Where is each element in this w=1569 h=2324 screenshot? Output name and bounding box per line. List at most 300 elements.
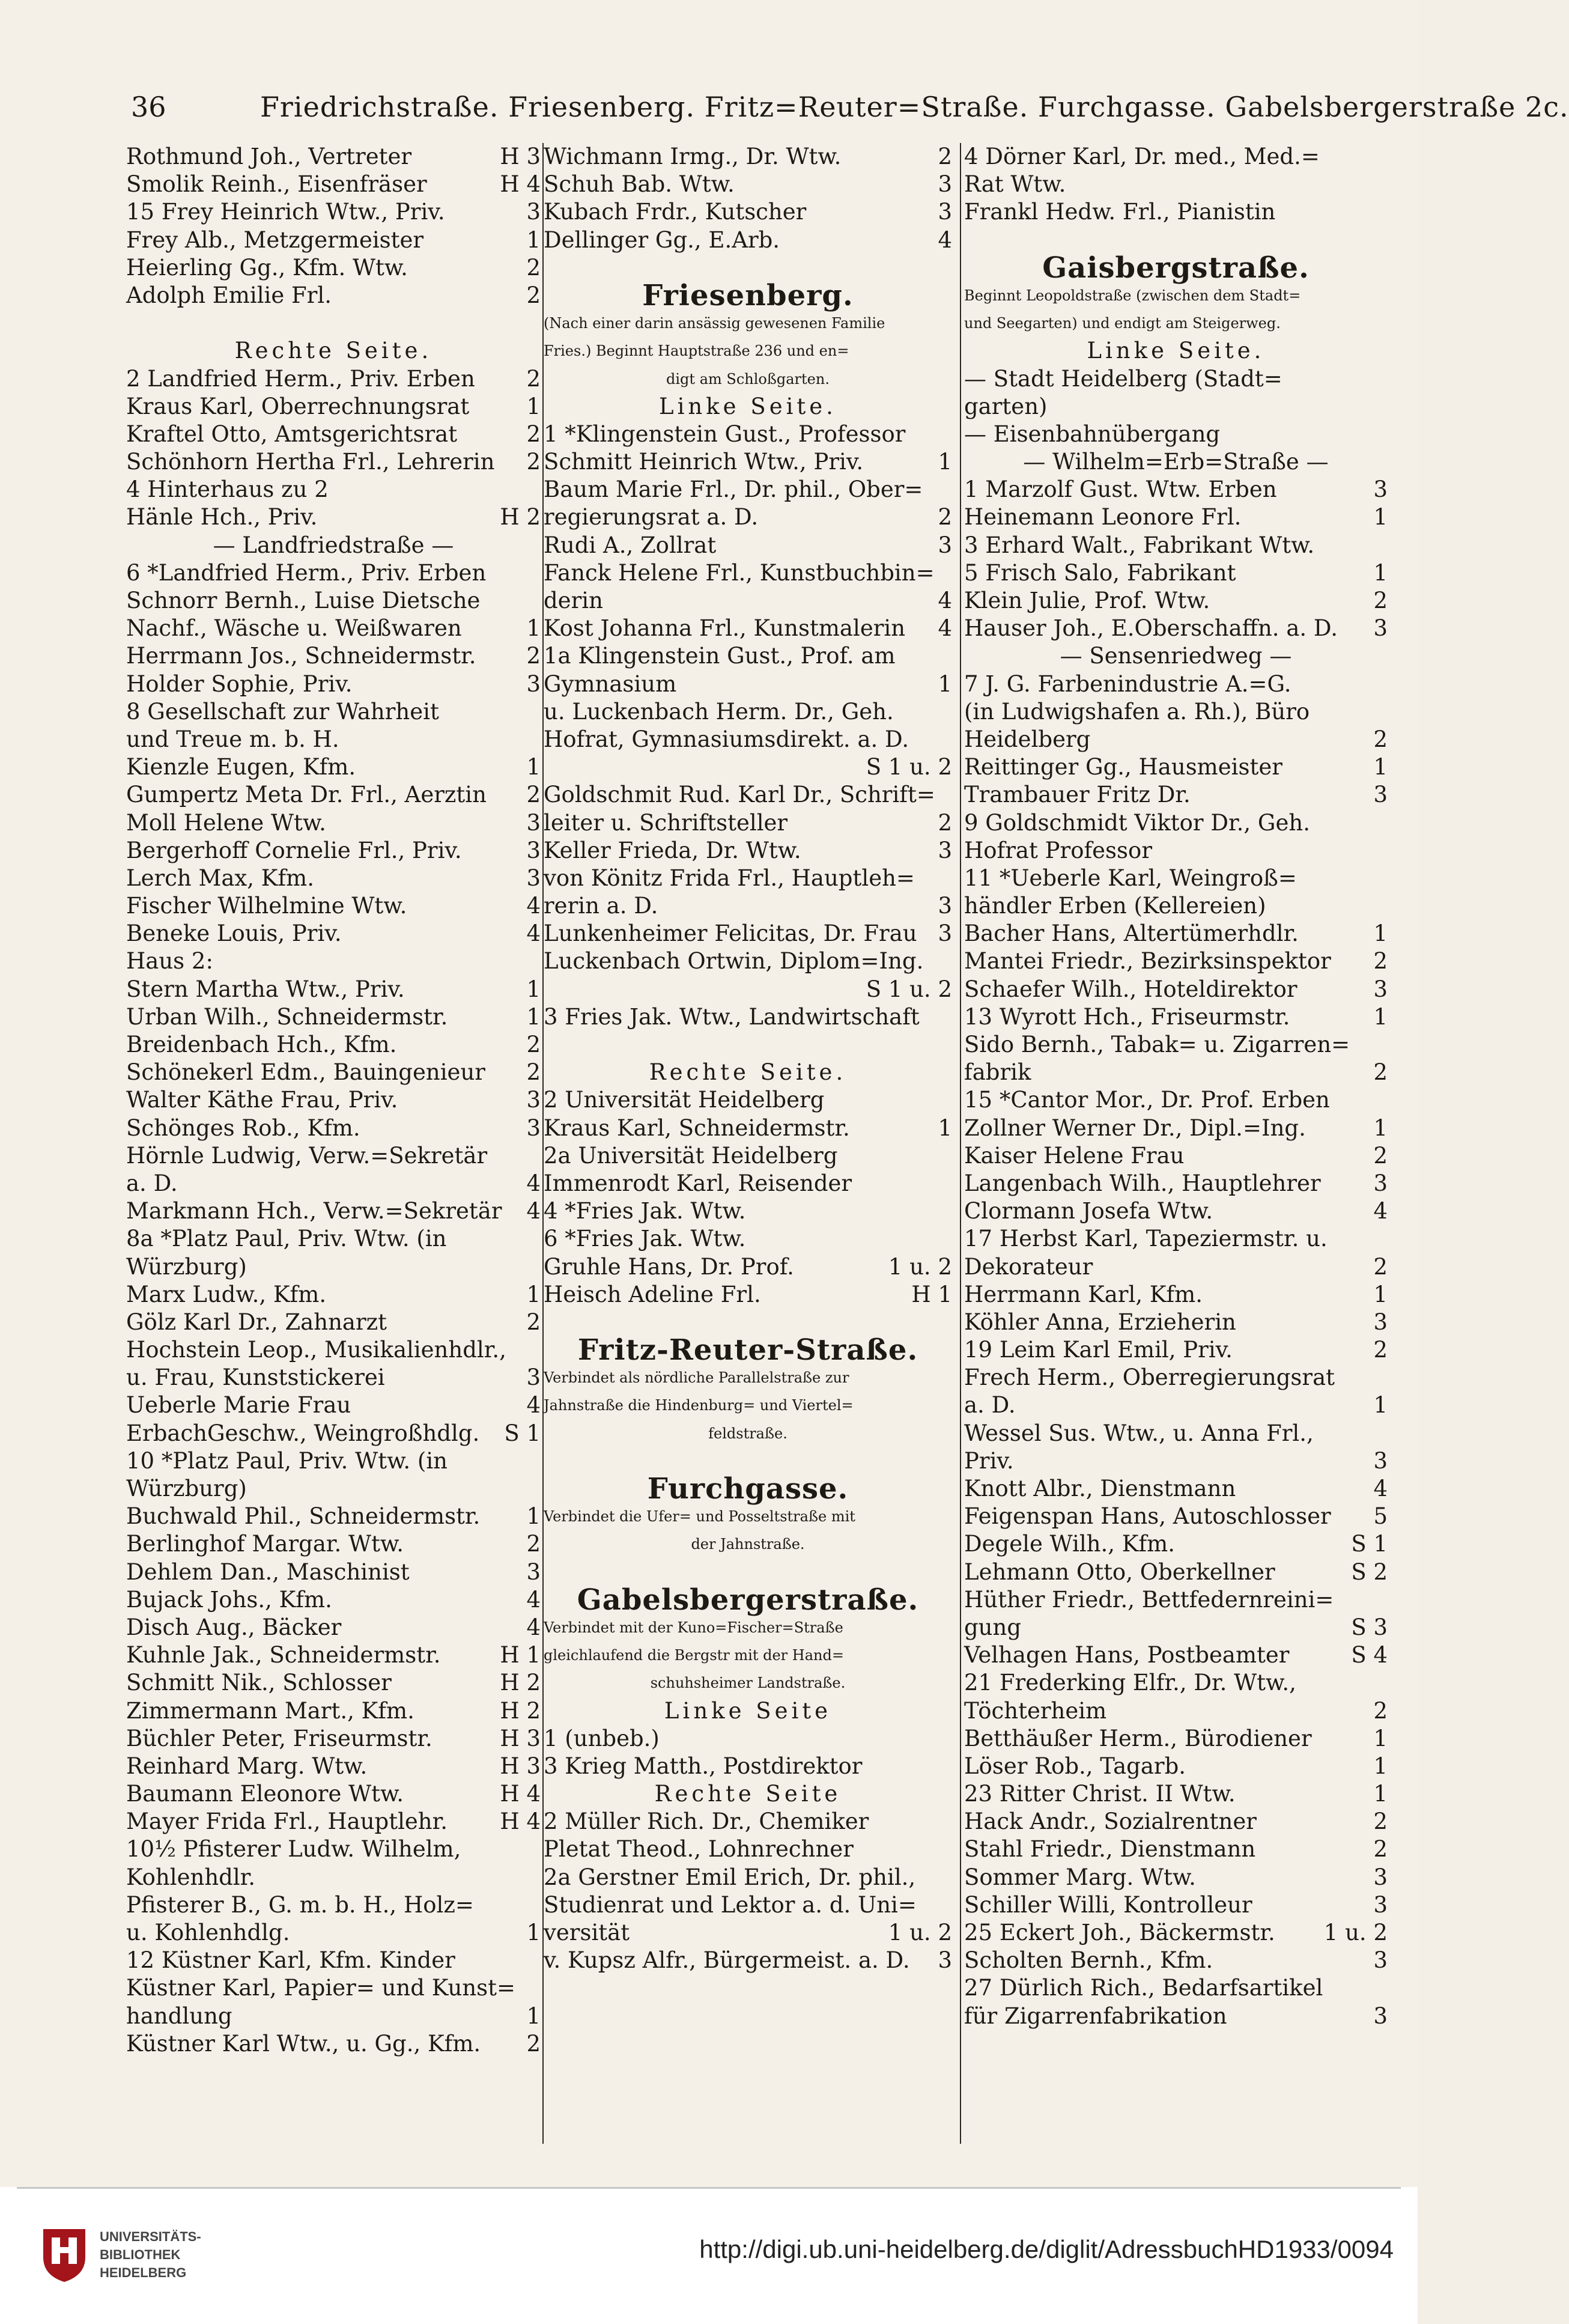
entry-text: 10 *Platz Paul, Priv. Wtw. (in	[126, 1447, 448, 1474]
entry-text: Kienzle Eugen, Kfm.	[126, 754, 356, 780]
entry-text: Wichmann Irmg., Dr. Wtw.	[544, 144, 842, 169]
entry-floor: 3	[1373, 2003, 1388, 2029]
entry-floor: 4	[1373, 1476, 1388, 1501]
entry-text: Degele Wilh., Kfm.	[964, 1531, 1175, 1557]
entry-text: 9 Goldschmidt Viktor Dr., Geh.	[964, 809, 1310, 836]
directory-entry	[544, 1420, 952, 1447]
entry-floor: S 2	[1351, 1559, 1388, 1585]
directory-entry	[544, 143, 952, 171]
directory-entry	[964, 1974, 1388, 2002]
directory-entry	[544, 1364, 952, 1392]
directory-entry	[544, 1641, 952, 1669]
entry-text: Schuh Bab. Wtw.	[544, 171, 735, 198]
entry-floor: 1	[526, 976, 541, 1002]
side-heading	[126, 337, 541, 365]
entry-text: Baum Marie Frl., Dr. phil., Ober=	[544, 476, 923, 503]
entry-text: Rothmund Joh., Vertreter	[126, 144, 412, 169]
entry-text: Herrmann Jos., Schneidermstr.	[126, 643, 476, 669]
directory-entry	[544, 559, 952, 587]
directory-entry	[126, 1142, 541, 1170]
directory-entry	[126, 309, 541, 337]
entry-text: Schmitt Nik., Schlosser	[126, 1670, 392, 1696]
directory-entry	[964, 1003, 1388, 1031]
directory-entry	[126, 615, 541, 642]
directory-entry	[964, 1586, 1388, 1614]
entry-floor: 3	[1373, 1947, 1388, 1974]
entry-text: Studienrat und Lektor a. d. Uni=	[544, 1891, 917, 1918]
entry-floor: 3	[1373, 1864, 1388, 1890]
directory-entry	[964, 948, 1388, 975]
entry-floor: 2	[1373, 588, 1388, 613]
entry-floor: H 2	[500, 1670, 541, 1696]
entry-floor: 3	[526, 199, 541, 225]
entry-text: Hänle Hch., Priv.	[126, 504, 318, 531]
entry-floor: 1	[526, 2003, 541, 2029]
directory-entry	[126, 1253, 541, 1281]
directory-entry	[544, 421, 952, 448]
entry-text: Buchwald Phil., Schneidermstr.	[126, 1503, 481, 1530]
directory-entry	[964, 1253, 1388, 1281]
directory-entry	[964, 1420, 1388, 1447]
directory-entry	[544, 698, 952, 726]
directory-entry	[126, 1170, 541, 1197]
entry-text: Kuhnle Jak., Schneidermstr.	[126, 1642, 441, 1668]
entry-floor: 2	[526, 1059, 541, 1086]
entry-floor: 2	[526, 254, 541, 281]
running-title: Friedrichstraße. Friesenberg. Fritz=Reuter=Straße. Furchgasse. Gabelsbergerstraße 2c.	[260, 91, 1569, 123]
entry-text: der Jahnstraße.	[691, 1536, 805, 1553]
entry-text: 4 Hinterhaus zu 2	[126, 476, 329, 503]
entry-text: Gölz Karl Dr., Zahnarzt	[126, 1309, 387, 1335]
entry-text: Dekorateur	[964, 1253, 1093, 1280]
directory-entry	[126, 781, 541, 809]
entry-text: Köhler Anna, Erzieherin	[964, 1309, 1236, 1335]
column-right	[964, 143, 1388, 2030]
directory-entry	[544, 1197, 952, 1225]
entry-text: von Könitz Frida Frl., Hauptleh=	[544, 865, 915, 891]
directory-entry	[964, 559, 1388, 587]
directory-entry	[126, 1586, 541, 1614]
entry-text: Gabelsbergerstraße.	[577, 1583, 919, 1617]
directory-entry	[544, 337, 952, 365]
entry-text: Berlinghof Margar. Wtw.	[126, 1531, 404, 1557]
source-url-link[interactable]: http://digi.ub.uni-heidelberg.de/diglit/AdressbuchHD1933/0094	[699, 2235, 1394, 2263]
entry-text: Luckenbach Ortwin, Diplom=Ing.	[544, 948, 924, 975]
directory-entry	[126, 254, 541, 282]
directory-entry	[964, 503, 1388, 531]
entry-floor: 1 u. 2	[1323, 1920, 1388, 1945]
page-number: 36	[131, 91, 166, 123]
entry-floor: 3	[1373, 1891, 1388, 1918]
entry-text: Löser Rob., Tagarb.	[964, 1753, 1186, 1779]
entry-text: Klein Julie, Prof. Wtw.	[964, 588, 1210, 613]
entry-text: Schönhorn Hertha Frl., Lehrerin	[126, 449, 495, 475]
directory-entry	[126, 1003, 541, 1031]
entry-text: Fischer Wilhelmine Wtw.	[126, 893, 407, 919]
entry-text: Hochstein Leop., Musikalienhdlr.,	[126, 1337, 506, 1363]
entry-text: 8 Gesellschaft zur Wahrheit	[126, 698, 439, 725]
directory-entry	[964, 642, 1388, 670]
entry-floor: 3	[1373, 615, 1388, 642]
entry-text: Pfisterer B., G. m. b. H., Holz=	[126, 1891, 474, 1918]
entry-floor: H 1	[911, 1281, 952, 1307]
entry-text: Rudi A., Zollrat	[544, 532, 717, 558]
entry-text: Nachf., Wäsche u. Weißwaren	[126, 615, 462, 642]
directory-entry	[126, 976, 541, 1003]
entry-text: 2 Landfried Herm., Priv. Erben	[126, 365, 475, 392]
entry-text: Schönges Rob., Kfm.	[126, 1115, 360, 1141]
entry-text: 17 Herbst Karl, Tapeziermstr. u.	[964, 1226, 1328, 1252]
column-middle	[544, 143, 952, 1974]
entry-text: Adolph Emilie Frl.	[126, 282, 332, 308]
entry-floor: 2	[526, 643, 541, 669]
directory-entry	[964, 309, 1388, 337]
directory-entry	[544, 171, 952, 198]
entry-floor: 4	[938, 588, 952, 613]
directory-entry	[126, 1919, 541, 1947]
entry-floor: 3	[1373, 782, 1388, 808]
entry-text: gung	[964, 1614, 1022, 1640]
entry-text: 27 Dürlich Rich., Bedarfsartikel	[964, 1975, 1323, 2001]
directory-entry	[126, 587, 541, 615]
entry-text: u. Kohlenhdlg.	[126, 1920, 290, 1945]
entry-text: 1a Klingenstein Gust., Prof. am	[544, 643, 896, 669]
directory-entry	[126, 171, 541, 198]
directory-entry	[964, 1614, 1388, 1641]
entry-floor: 4	[526, 920, 541, 947]
entry-text: Küstner Karl, Papier= und Kunst=	[126, 1975, 516, 2001]
entry-text: Schmitt Heinrich Wtw., Priv.	[544, 449, 864, 475]
entry-floor: 1	[938, 449, 952, 475]
directory-entry	[126, 1753, 541, 1780]
entry-text: — Stadt Heidelberg (Stadt=	[964, 365, 1282, 392]
directory-entry	[964, 1891, 1388, 1919]
directory-entry	[544, 1559, 952, 1586]
directory-entry	[126, 1947, 541, 1974]
entry-floor: 3	[526, 1087, 541, 1113]
entry-text: Reittinger Gg., Hausmeister	[964, 754, 1282, 780]
entry-text: Linke Seite.	[659, 393, 837, 419]
entry-floor: 1	[1373, 1725, 1388, 1751]
directory-entry	[126, 1808, 541, 1836]
directory-entry	[964, 1808, 1388, 1836]
directory-entry	[544, 1392, 952, 1419]
entry-floor: 3	[938, 171, 952, 198]
directory-entry	[544, 309, 952, 337]
directory-entry	[126, 865, 541, 892]
entry-text: 10½ Pfisterer Ludw. Wilhelm,	[126, 1836, 461, 1863]
entry-text: leiter u. Schriftsteller	[544, 809, 788, 836]
entry-floor: 2	[1373, 726, 1388, 752]
entry-floor: 3	[526, 671, 541, 697]
directory-entry	[126, 1974, 541, 2002]
entry-text: Hauser Joh., E.Oberschaffn. a. D.	[964, 615, 1338, 642]
street-heading	[544, 1333, 952, 1367]
entry-floor: H 3	[500, 1753, 541, 1779]
entry-text: Büchler Peter, Friseurmstr.	[126, 1725, 432, 1751]
entry-floor: 2	[526, 365, 541, 392]
entry-text: Stahl Friedr., Dienstmann	[964, 1836, 1256, 1863]
page-header	[131, 89, 1569, 125]
directory-entry	[964, 1919, 1388, 1947]
entry-text: 3 Erhard Walt., Fabrikant Wtw.	[964, 532, 1315, 558]
entry-floor: H 4	[500, 171, 541, 198]
directory-entry	[126, 1115, 541, 1142]
directory-entry	[544, 1115, 952, 1142]
entry-text: 2 Universität Heidelberg	[544, 1087, 825, 1113]
directory-entry	[126, 1475, 541, 1503]
entry-text: Heisch Adeline Frl.	[544, 1281, 761, 1307]
entry-text: Wessel Sus. Wtw., u. Anna Frl.,	[964, 1420, 1314, 1446]
library-logo-icon	[37, 2224, 91, 2284]
street-heading	[544, 278, 952, 312]
directory-entry	[544, 254, 952, 282]
entry-text: Clormann Josefa Wtw.	[964, 1198, 1213, 1224]
entry-floor: 3	[1373, 1170, 1388, 1196]
entry-text: versität	[544, 1920, 630, 1945]
entry-floor: 1	[1373, 1753, 1388, 1779]
entry-floor: 2	[938, 144, 952, 169]
entry-text: Reinhard Marg. Wtw.	[126, 1753, 368, 1779]
directory-entry	[126, 1059, 541, 1086]
entry-text: Zimmermann Mart., Kfm.	[126, 1697, 414, 1724]
directory-entry	[126, 698, 541, 726]
entry-floor: 1	[1373, 1392, 1388, 1419]
directory-entry	[544, 1530, 952, 1558]
directory-entry	[964, 1031, 1388, 1059]
entry-text: Schiller Willi, Kontrolleur	[964, 1891, 1252, 1918]
entry-text: Mayer Frida Frl., Hauptlehr.	[126, 1808, 448, 1835]
directory-entry	[964, 671, 1388, 698]
side-heading	[544, 1780, 952, 1808]
directory-entry	[126, 1086, 541, 1114]
directory-entry	[964, 1864, 1388, 1891]
directory-entry	[964, 1447, 1388, 1475]
directory-entry	[964, 1059, 1388, 1086]
entry-floor: 3	[526, 1364, 541, 1391]
entry-text: a. D.	[964, 1392, 1016, 1419]
entry-text: Verbindet als nördliche Parallelstraße zur	[544, 1369, 849, 1387]
directory-entry	[544, 809, 952, 837]
directory-entry	[544, 948, 952, 975]
directory-entry	[126, 1225, 541, 1253]
side-heading	[544, 393, 952, 421]
entry-floor: S 1	[504, 1420, 541, 1446]
entry-text: Küstner Karl Wtw., u. Gg., Kfm.	[126, 2030, 481, 2057]
entry-text: Verbindet mit der Kuno=Fischer=Straße	[544, 1619, 843, 1636]
entry-floor: 3	[938, 532, 952, 558]
entry-text: Friesenberg.	[642, 278, 854, 312]
directory-entry	[964, 892, 1388, 920]
entry-text: Herrmann Karl, Kfm.	[964, 1281, 1203, 1307]
directory-entry	[964, 1392, 1388, 1419]
entry-text: Goldschmit Rud. Karl Dr., Schrift=	[544, 782, 935, 808]
directory-entry	[544, 865, 952, 892]
entry-text: Rechte Seite.	[649, 1059, 847, 1086]
entry-floor: 2	[1373, 1697, 1388, 1724]
directory-entry	[964, 365, 1388, 393]
library-logo[interactable]	[37, 2224, 217, 2290]
directory-entry	[544, 1503, 952, 1530]
entry-text: Stern Martha Wtw., Priv.	[126, 976, 405, 1002]
entry-text: Töchterheim	[964, 1697, 1107, 1724]
entry-text: 2a Universität Heidelberg	[544, 1142, 838, 1169]
entry-text: feldstraße.	[708, 1425, 788, 1442]
entry-text: 4 Dörner Karl, Dr. med., Med.=	[964, 144, 1320, 169]
entry-text: Kraus Karl, Oberrechnungsrat	[126, 393, 470, 419]
entry-floor: 1	[526, 1503, 541, 1530]
directory-entry	[126, 1669, 541, 1697]
entry-floor: S 1 u. 2	[866, 754, 952, 780]
directory-entry	[126, 503, 541, 531]
entry-text: Heidelberg	[964, 726, 1091, 752]
directory-entry	[964, 1780, 1388, 1808]
entry-text: händler Erben (Kellereien)	[964, 893, 1266, 919]
directory-entry	[126, 365, 541, 393]
directory-entry	[544, 1281, 952, 1309]
directory-entry	[126, 1364, 541, 1392]
entry-text: 3 Fries Jak. Wtw., Landwirtschaft	[544, 1003, 920, 1030]
entry-text: 1 Marzolf Gust. Wtw. Erben	[964, 476, 1277, 503]
directory-entry	[544, 1170, 952, 1197]
directory-entry	[964, 1281, 1388, 1309]
directory-entry	[544, 781, 952, 809]
entry-floor: 2	[1373, 1836, 1388, 1863]
entry-text: Kost Johanna Frl., Kunstmalerin	[544, 615, 906, 642]
entry-text: — Eisenbahnübergang	[964, 421, 1221, 447]
directory-entry	[544, 587, 952, 615]
entry-text: Moll Helene Wtw.	[126, 809, 326, 836]
entry-floor: 4	[526, 1614, 541, 1640]
directory-entry	[964, 1697, 1388, 1725]
entry-floor: 1	[526, 754, 541, 780]
entry-text: Zollner Werner Dr., Dipl.=Ing.	[964, 1115, 1306, 1141]
directory-entry	[964, 448, 1388, 476]
entry-floor: 3	[938, 1947, 952, 1974]
directory-entry	[964, 1197, 1388, 1225]
directory-entry	[126, 920, 541, 948]
directory-entry	[544, 1808, 952, 1836]
entry-text: fabrik	[964, 1059, 1031, 1086]
footer-rule	[17, 2187, 1401, 2189]
column-left	[126, 143, 541, 2058]
entry-text: (Nach einer darin ansässig gewesenen Familie	[544, 315, 885, 332]
entry-floor: 2	[938, 809, 952, 836]
entry-floor: 3	[938, 199, 952, 225]
directory-entry	[964, 282, 1388, 309]
directory-entry	[964, 1142, 1388, 1170]
column-divider	[960, 143, 961, 2144]
entry-text: Fanck Helene Frl., Kunstbuchbin=	[544, 559, 935, 586]
entry-text: 1 (unbeb.)	[544, 1725, 660, 1751]
entry-floor: 3	[1373, 476, 1388, 503]
entry-text: Feigenspan Hans, Autoschlosser	[964, 1503, 1331, 1530]
directory-entry	[964, 1309, 1388, 1336]
entry-text: Breidenbach Hch., Kfm.	[126, 1032, 397, 1057]
entry-text: Gumpertz Meta Dr. Frl., Aerztin	[126, 782, 487, 808]
directory-entry	[544, 892, 952, 920]
entry-text: Rechte Seite.	[234, 338, 432, 364]
library-name: UNIVERSITÄTS- BIBLIOTHEK HEIDELBERG	[100, 2229, 201, 2280]
directory-entry	[126, 1780, 541, 1808]
entry-text: (in Ludwigshafen a. Rh.), Büro	[964, 698, 1310, 725]
directory-entry	[544, 1947, 952, 1974]
directory-entry	[964, 1336, 1388, 1364]
directory-entry	[964, 393, 1388, 421]
directory-entry	[964, 1725, 1388, 1753]
entry-text: Beneke Louis, Priv.	[126, 920, 342, 947]
directory-entry	[126, 892, 541, 920]
directory-entry	[544, 1891, 952, 1919]
entry-text: Gaisbergstraße.	[1042, 251, 1310, 285]
entry-text: Heinemann Leonore Frl.	[964, 504, 1242, 531]
entry-floor: 1	[1373, 1003, 1388, 1030]
directory-entry	[544, 726, 952, 753]
entry-floor: 2	[526, 282, 541, 308]
entry-text: Kohlenhdlr.	[126, 1864, 256, 1890]
entry-floor: 2	[526, 782, 541, 808]
entry-text: Ueberle Marie Frau	[126, 1392, 351, 1419]
directory-entry	[544, 1225, 952, 1253]
entry-text: Smolik Reinh., Eisenfräser	[126, 171, 427, 198]
entry-floor: 3	[1373, 1447, 1388, 1474]
entry-text: und Seegarten) und endigt am Steigerweg.	[964, 315, 1281, 332]
entry-floor: 1	[526, 227, 541, 253]
entry-floor: 3	[938, 920, 952, 947]
entry-floor: S 4	[1351, 1642, 1388, 1668]
entry-text: u. Frau, Kunststickerei	[126, 1364, 385, 1391]
entry-text: Lehmann Otto, Oberkellner	[964, 1559, 1275, 1585]
directory-entry	[964, 698, 1388, 726]
directory-entry	[126, 1309, 541, 1336]
entry-floor: 4	[526, 1198, 541, 1224]
directory-entry	[544, 753, 952, 781]
directory-entry	[126, 559, 541, 587]
directory-entry	[544, 532, 952, 559]
entry-text: Hofrat Professor	[964, 837, 1153, 863]
entry-floor: 3	[526, 865, 541, 891]
directory-entry	[964, 865, 1388, 892]
side-heading	[964, 337, 1388, 365]
entry-floor: H 3	[500, 1725, 541, 1751]
directory-entry	[126, 1031, 541, 1059]
entry-text: Bujack Johs., Kfm.	[126, 1586, 332, 1613]
directory-entry	[964, 1530, 1388, 1558]
entry-text: 6 *Fries Jak. Wtw.	[544, 1226, 746, 1252]
entry-text: 13 Wyrott Hch., Friseurmstr.	[964, 1003, 1290, 1030]
directory-entry	[126, 1641, 541, 1669]
entry-text: 3 Krieg Matth., Postdirektor	[544, 1753, 863, 1779]
directory-entry	[544, 1614, 952, 1641]
directory-entry	[964, 1753, 1388, 1780]
entry-floor: 3	[526, 1559, 541, 1585]
entry-floor: 4	[526, 1392, 541, 1419]
entry-text: Schnorr Bernh., Luise Dietsche	[126, 588, 481, 613]
entry-text: Knott Albr., Dienstmann	[964, 1476, 1236, 1501]
directory-entry	[544, 476, 952, 503]
entry-text: Pletat Theod., Lohnrechner	[544, 1836, 854, 1863]
entry-text: 15 Frey Heinrich Wtw., Priv.	[126, 199, 445, 225]
directory-entry	[964, 1475, 1388, 1503]
entry-text: Beginnt Leopoldstraße (zwischen dem Stadt=	[964, 287, 1301, 304]
entry-text: Disch Aug., Bäcker	[126, 1614, 342, 1640]
directory-entry	[544, 837, 952, 865]
entry-text: Fries.) Beginnt Hauptstraße 236 und en=	[544, 342, 849, 360]
directory-entry	[126, 1559, 541, 1586]
entry-text: — Sensenriedweg —	[1060, 643, 1292, 669]
entry-floor: 2	[526, 1032, 541, 1057]
entry-floor: H 4	[500, 1781, 541, 1807]
